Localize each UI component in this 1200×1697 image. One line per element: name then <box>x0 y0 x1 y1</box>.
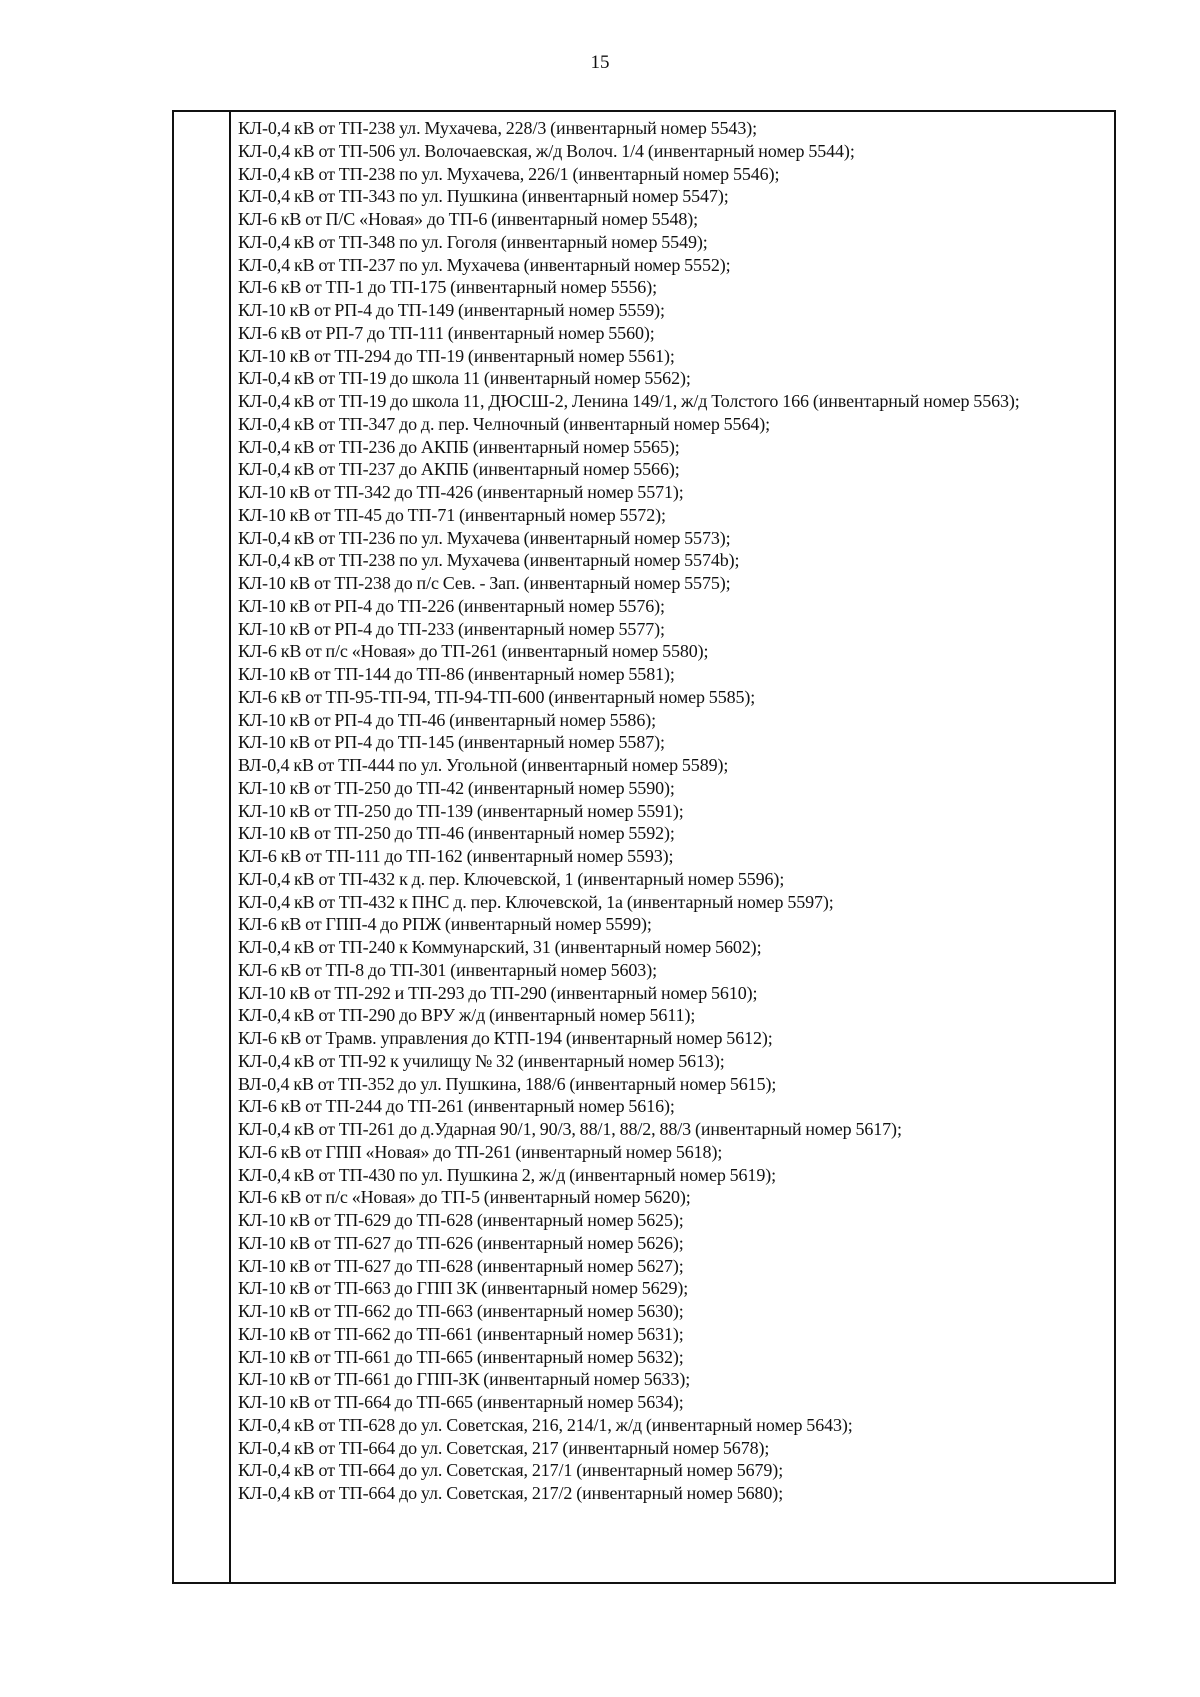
list-item: КЛ-0,4 кВ от ТП-430 по ул. Пушкина 2, ж/д (инвентарный номер 5619); <box>238 1164 777 1185</box>
list-item: ВЛ-0,4 кВ от ТП-444 по ул. Угольной (инвентарный номер 5589); <box>238 755 729 775</box>
list-item: КЛ-6 кВ от Трамв. управления до КТП-194 (инвентарный номер 5612); <box>238 1028 773 1048</box>
list-item: КЛ-6 кВ от ГПП «Новая» до ТП-261 (инвентарный номер 5618); <box>238 1141 723 1162</box>
list-item: КЛ-6 кВ от ТП-111 до ТП-162 (инвентарный номер 5593); <box>238 846 674 866</box>
list-item: КЛ-0,4 кВ от ТП-506 ул. Волочаевская, ж/д Волоч. 1/4 (инвентарный номер 5544); <box>238 140 855 161</box>
list-item: КЛ-10 кВ от ТП-144 до ТП-86 (инвентарный номер 5581); <box>238 664 675 684</box>
list-item: КЛ-10 кВ от РП-4 до ТП-233 (инвентарный номер 5577); <box>238 618 665 639</box>
list-item: ВЛ-0,4 кВ от ТП-352 до ул. Пушкина, 188/6 (инвентарный номер 5615); <box>238 1073 777 1094</box>
list-item: КЛ-0,4 кВ от ТП-237 по ул. Мухачева (инвентарный номер 5552); <box>238 254 731 275</box>
list-item: КЛ-10 кВ от ТП-663 до ГПП ЗК (инвентарный номер 5629); <box>238 1278 689 1299</box>
list-item: КЛ-10 кВ от ТП-629 до ТП-628 (инвентарный номер 5625); <box>238 1210 684 1230</box>
list-item: КЛ-10 кВ от ТП-662 до ТП-663 (инвентарный номер 5630); <box>238 1301 684 1321</box>
list-item: КЛ-0,4 кВ от ТП-238 по ул. Мухачева (инвентарный номер 5574b); <box>238 550 740 571</box>
list-item: КЛ-6 кВ от ТП-244 до ТП-261 (инвентарный номер 5616); <box>238 1096 675 1117</box>
list-item: КЛ-0,4 кВ от ТП-432 к ПНС д. пер. Ключевской, 1а (инвентарный номер 5597); <box>238 891 834 912</box>
list-item: КЛ-10 кВ от РП-4 до ТП-46 (инвентарный номер 5586); <box>238 709 657 730</box>
list-item: КЛ-0,4 кВ от ТП-236 по ул. Мухачева (инвентарный номер 5573); <box>238 527 731 548</box>
list-item: КЛ-0,4 кВ от ТП-664 до ул. Советская, 217 (инвентарный номер 5678); <box>238 1437 770 1458</box>
list-item: КЛ-0,4 кВ от ТП-19 до школа 11, ДЮСШ-2, Ленина 149/1, ж/д Толстого 166 (инвентарный номер 5563); <box>238 391 1020 411</box>
list-item: КЛ-0,4 кВ от ТП-238 ул. Мухачева, 228/3 (инвентарный номер 5543); <box>238 118 758 138</box>
list-item: КЛ-6 кВ от ТП-1 до ТП-175 (инвентарный номер 5556); <box>238 277 657 298</box>
entry-list <box>238 117 1104 1505</box>
list-item: КЛ-0,4 кВ от ТП-238 по ул. Мухачева, 226/1 (инвентарный номер 5546); <box>238 163 780 184</box>
list-item: КЛ-6 кВ от п/с «Новая» до ТП-5 (инвентарный номер 5620); <box>238 1187 691 1208</box>
list-item: КЛ-0,4 кВ от ТП-92 к училищу № 32 (инвентарный номер 5613); <box>238 1050 725 1071</box>
list-item: КЛ-6 кВ от ГПП-4 до РПЖ (инвентарный номер 5599); <box>238 914 652 935</box>
list-item: КЛ-0,4 кВ от ТП-290 до ВРУ ж/д (инвентарный номер 5611); <box>238 1005 696 1026</box>
list-item: КЛ-10 кВ от ТП-238 до п/с Сев. - Зап. (инвентарный номер 5575); <box>238 573 731 593</box>
list-item: КЛ-0,4 кВ от ТП-347 до д. пер. Челночный (инвентарный номер 5564); <box>238 413 771 434</box>
list-item: КЛ-10 кВ от ТП-294 до ТП-19 (инвентарный номер 5561); <box>238 345 675 366</box>
list-item: КЛ-10 кВ от ТП-662 до ТП-661 (инвентарный номер 5631); <box>238 1323 684 1344</box>
list-item: КЛ-6 кВ от п/с «Новая» до ТП-261 (инвентарный номер 5580); <box>238 641 709 662</box>
list-item: КЛ-0,4 кВ от ТП-19 до школа 11 (инвентарный номер 5562); <box>238 368 691 389</box>
page-number: 15 <box>590 52 610 73</box>
list-item: КЛ-10 кВ от ТП-627 до ТП-628 (инвентарный номер 5627); <box>238 1255 684 1276</box>
list-item: КЛ-6 кВ от ТП-8 до ТП-301 (инвентарный номер 5603); <box>238 959 657 980</box>
list-item: КЛ-0,4 кВ от ТП-664 до ул. Советская, 217/2 (инвентарный номер 5680); <box>238 1483 784 1503</box>
list-item: КЛ-10 кВ от ТП-661 до ТП-665 (инвентарный номер 5632); <box>238 1346 684 1367</box>
table-left-cell <box>174 112 231 1582</box>
list-item: КЛ-10 кВ от РП-4 до ТП-149 (инвентарный номер 5559); <box>238 300 665 320</box>
list-item: КЛ-6 кВ от ТП-95-ТП-94, ТП-94-ТП-600 (инвентарный номер 5585); <box>238 686 756 707</box>
list-item: КЛ-0,4 кВ от ТП-240 к Коммунарский, 31 (инвентарный номер 5602); <box>238 937 762 957</box>
list-item: КЛ-0,4 кВ от ТП-348 по ул. Гоголя (инвентарный номер 5549); <box>238 231 708 252</box>
list-item: КЛ-0,4 кВ от ТП-261 до д.Ударная 90/1, 90/3, 88/1, 88/2, 88/3 (инвентарный номер 5617); <box>238 1119 902 1139</box>
list-item: КЛ-6 кВ от П/С «Новая» до ТП-6 (инвентарный номер 5548); <box>238 209 699 229</box>
list-item: КЛ-10 кВ от ТП-250 до ТП-139 (инвентарный номер 5591); <box>238 800 684 821</box>
list-item: КЛ-0,4 кВ от ТП-628 до ул. Советская, 216, 214/1, ж/д (инвентарный номер 5643); <box>238 1414 853 1435</box>
list-item: КЛ-10 кВ от ТП-250 до ТП-42 (инвентарный номер 5590); <box>238 777 675 798</box>
list-item: КЛ-10 кВ от ТП-627 до ТП-626 (инвентарный номер 5626); <box>238 1232 684 1253</box>
list-item: КЛ-6 кВ от РП-7 до ТП-111 (инвентарный номер 5560); <box>238 322 655 343</box>
document-table <box>172 110 1116 1584</box>
list-item: КЛ-0,4 кВ от ТП-237 до АКПБ (инвентарный номер 5566); <box>238 459 680 480</box>
list-item: КЛ-10 кВ от РП-4 до ТП-145 (инвентарный номер 5587); <box>238 732 665 753</box>
list-item: КЛ-10 кВ от ТП-664 до ТП-665 (инвентарный номер 5634); <box>238 1392 684 1412</box>
list-item: КЛ-0,4 кВ от ТП-236 до АКПБ (инвентарный номер 5565); <box>238 436 680 457</box>
list-item: КЛ-0,4 кВ от ТП-432 к д. пер. Ключевской, 1 (инвентарный номер 5596); <box>238 868 785 889</box>
list-item: КЛ-10 кВ от ТП-342 до ТП-426 (инвентарный номер 5571); <box>238 482 684 502</box>
list-item: КЛ-10 кВ от ТП-45 до ТП-71 (инвентарный номер 5572); <box>238 504 666 525</box>
list-item: КЛ-10 кВ от ТП-661 до ГПП-ЗК (инвентарный номер 5633); <box>238 1369 691 1390</box>
list-item: КЛ-10 кВ от РП-4 до ТП-226 (инвентарный номер 5576); <box>238 595 665 616</box>
list-item: КЛ-10 кВ от ТП-250 до ТП-46 (инвентарный номер 5592); <box>238 823 675 844</box>
list-item: КЛ-10 кВ от ТП-292 и ТП-293 до ТП-290 (инвентарный номер 5610); <box>238 982 758 1003</box>
list-item: КЛ-0,4 кВ от ТП-664 до ул. Советская, 217/1 (инвентарный номер 5679); <box>238 1460 784 1481</box>
list-item: КЛ-0,4 кВ от ТП-343 по ул. Пушкина (инвентарный номер 5547); <box>238 186 729 207</box>
